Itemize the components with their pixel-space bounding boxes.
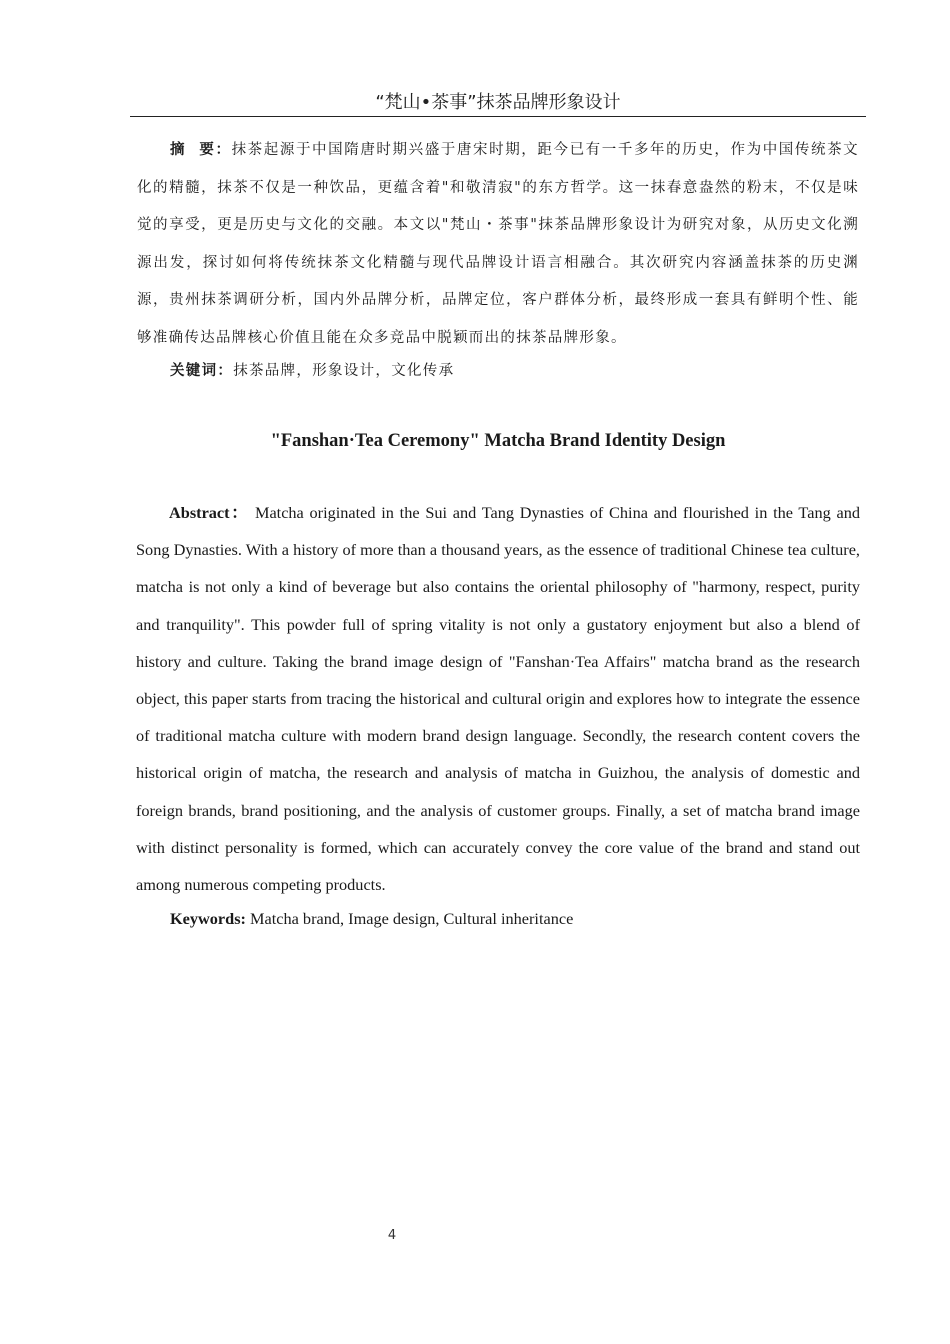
english-abstract-text: Matcha originated in the Sui and Tang Dynasties of China and flourished in the Tang and Song Dynasties. With a history of more than a thousand years, as the essence of traditional Chinese tea culture, matcha is not only a kind of beverage but also contains the oriental philosophy of "harmony, respect, purity and tranquility". This powder full of spring vitality is not only a gustatory enjoyment but also a blend of history and culture. Taking the brand image design of "Fanshan·Tea Affairs" matcha brand as the research object, this paper starts from tracing the historical and cultural origin and explores how to integrate the essence of traditional matcha culture with modern brand design language. Secondly, the research content covers the historical origin of matcha, the research and analysis of matcha in Guizhou, the analysis of domestic and foreign brands, brand positioning, and the analysis of customer groups. Finally, a set of matcha brand image with distinct personality is formed, which can accurately convey the core value of the brand and stand out among numerous competing products. [136, 503, 860, 895]
english-title: "Fanshan·Tea Ceremony" Matcha Brand Identity Design [270, 431, 726, 451]
chinese-abstract-text: 抹茶起源于中国隋唐时期兴盛于唐宋时期，距今已有一千多年的历史，作为中国传统茶文化的精髓，抹茶不仅是一种饮品，更蕴含着"和敬清寂"的东方哲学。这一抹春意盎然的粉末，不仅是味觉的享受，更是历史与文化的交融。本文以"梵山・茶事"抹茶品牌形象设计为研究对象，从历史文化溯源出发，探讨如何将传统抹茶文化精髓与现代品牌设计语言相融合。其次研究内容涵盖抹茶的历史渊源，贵州抹茶调研分析，国内外品牌分析，品牌定位，客户群体分析，最终形成一套具有鲜明个性、能够准确传达品牌核心价值且能在众多竞品中脱颖而出的抹茶品牌形象。 [137, 142, 859, 346]
chinese-keywords-label: 关键词： [170, 362, 234, 379]
chinese-keywords [170, 354, 850, 388]
running-header-title: “梵山•茶事”抹茶品牌形象设计 [375, 92, 621, 113]
english-abstract [136, 494, 860, 903]
english-keywords [170, 904, 850, 934]
chinese-abstract [137, 131, 859, 357]
english-abstract-label: Abstract： [169, 503, 250, 522]
chinese-abstract-label: 摘 要： [170, 141, 232, 158]
chinese-keywords-text: 抹茶品牌，形象设计，文化传承 [233, 363, 455, 379]
page-number: 4 [387, 1228, 397, 1243]
header-divider [130, 116, 866, 117]
english-keywords-text: Matcha brand, Image design, Cultural inheritance [250, 909, 574, 928]
english-keywords-label: Keywords: [170, 909, 246, 928]
